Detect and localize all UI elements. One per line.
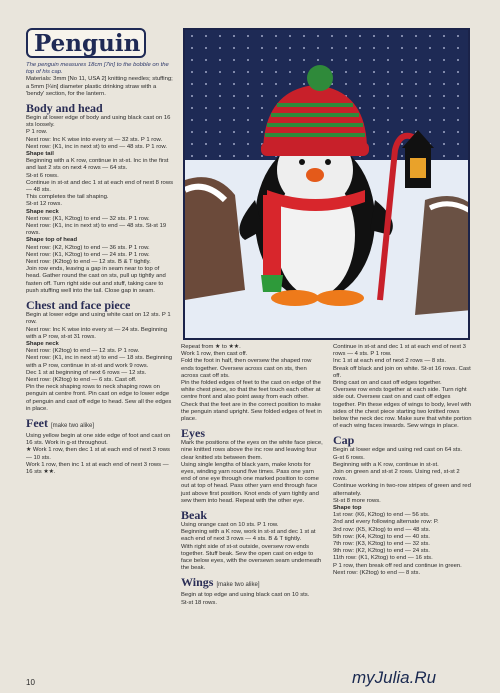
column-middle [181,344,323,607]
instruction-text: Next row: Inc K wise into every st — 32 sts. P 1 row. [26,136,163,143]
instruction-text: Next row: (K2tog) to end — 12 sts. B & T tightly. [26,259,151,266]
penguin-illustration [185,30,470,340]
instruction-text: St-st 6 rows. [26,172,59,179]
instruction-text: Oversew row ends together at each side. Turn right side out. Oversew cast on and cast off edges together. Pin these edges of wings to body, level with sides of the chest piece starting two knitted rows below the neck dec row. Make sure that white portion of each wing faces inwards. Sew wings in place. [333,387,472,430]
section-heading [181,426,323,440]
instruction-text: Using yellow begin at one side edge of foot and cast on 16 sts. Work in g-st throughout. [26,432,171,447]
instruction-text: Mark the positions of the eyes on the white face piece, nine knitted rows above the inc row and leaving four clear knitted sts between them. [181,440,323,461]
penguin-foot [316,290,364,306]
penguin-eye [299,159,305,165]
instruction-text: Work 1 row, then cast off. [181,351,248,358]
instruction-text: Pin the neck shaping rows to neck shaping rows on penguin at centre front. Pin cast on edge to lower edge of penguin and cast off edge to head. Sew all the edges in place. [26,384,172,412]
instruction-text: Continue in st-st and dec 1 st at each end of next 8 rows — 48 sts. [26,179,174,194]
instruction-text: 3rd row: (K5, K2tog) to end — 48 sts. [333,526,431,533]
instruction-text: Beginning with a K row, continue in st-st. Inc in the first and last 2 sts on next 4 rows — 64 sts. [26,158,169,172]
instruction-text: 5th row: (K4, K2tog) to end — 40 sts. [333,533,430,540]
section-heading [181,575,323,592]
heading-text: Body and head [26,101,103,116]
instruction-text: Work 1 row, then inc 1 st at each end of next 3 rows — 16 sts ★★. [26,461,169,475]
section-heading [26,101,174,115]
instruction-text: Next row: (K2tog) to end — 6 sts. Cast off. [26,376,137,383]
heading-text: Eyes [181,426,205,441]
heading-note: [make two alike] [216,582,260,589]
instruction-text: With right side of st-st outside, oversew row ends together. Stuff beak. Sew the open cast on edge to face below eyes, with the oversewn seam underneath the beak. [181,543,322,572]
instruction-text: Next row: (K1, inc in next st) to end — 48 sts. St-st 19 rows. [26,223,167,237]
instruction-text: 1st row: (K6, K2tog) to end — 56 sts. [333,512,430,519]
instruction-text: Dec 1 st at beginning of next 6 rows — 12 sts. [26,369,147,376]
instruction-text: Inc 1 st at each end of next 2 rows — 8 sts. [333,358,446,365]
subheading: Shape top of head [26,237,78,244]
instruction-text: Using orange cast on 10 sts. P 1 row. [181,522,279,529]
penguin-foot [271,290,319,306]
instruction-text: Next row: (K1, inc in next st) to end — 18 sts. Beginning with a P row, continue in st-st and work 9 rows. [26,355,173,369]
instruction-text: Pin the folded edges of feet to the cast on edge of the white chest piece, so that the feet touch each other at centre front and also point away from each other. Check that the feet are in the correct position to make the penguin stand upright. Sew folded edges of feet in place. [181,380,322,423]
instruction-text: G-st 6 rows. [333,454,365,461]
instructions-col1 [26,101,174,476]
instruction-text: Next row: (K2tog) to end — 8 sts. [333,569,421,576]
heading-text: Chest and face piece [26,298,131,313]
instruction-text: Continue in st-st and dec 1 st at each end of next 3 rows — 4 sts. P 1 row. [333,344,466,358]
instruction-text: Continue working in two-row stripes of green and red alternately. [333,483,471,497]
instruction-text: Join row ends, leaving a gap in seam near to top of head. Gather round the cast on sts, pull up tightly and fasten off. Turn right side out and stuff, taking care to push stuffing well into the tail. Close gap in seam. [26,266,166,294]
instruction-text: P 1 row. [26,129,48,136]
instruction-text: This completes the tail shaping. [26,194,109,201]
heading-text: Cap [333,433,355,448]
instruction-text: St-st 18 rows. [181,599,218,606]
section-heading [26,298,174,312]
cap-bobble [307,65,333,91]
instruction-text: St-st 12 rows. [26,201,63,208]
instruction-text: Next row: (K2, K2tog) to end — 36 sts. P 1 row. [26,244,150,251]
instruction-text: Begin at lower edge of body and using black cast on 16 sts loosely. [26,115,171,129]
instruction-text: Join on green and st-st 2 rows. Using red, st-st 2 rows. [333,469,460,483]
instruction-text: Next row: (K1, inc in next st) to end — 48 sts. P 1 row. [26,143,167,150]
heading-text: Feet [26,415,48,430]
instruction-text: St-st 8 more rows. [333,497,381,504]
instruction-text: Repeat from ★ to ★★. [181,344,241,350]
instruction-text: Fold the foot in half, then oversew the shaped row ends together. Oversew across cast on sts, then across cast off sts. [181,358,312,379]
heading-text: Wings [181,575,214,590]
intro-text: The penguin measures 18cm [7in] to the bobble on the top of his cap. [26,62,169,76]
section-heading [333,433,473,447]
section-heading [26,416,174,433]
rock-left [185,177,245,300]
column-left [26,62,174,476]
subheading: Shape neck [26,208,59,215]
instruction-text: Beginning with a K row, work in st-st and dec 1 st at each end of next 3 rows — 4 sts. B & T tightly. [181,529,316,543]
instruction-text: Begin at lower edge and using white cast on 12 sts. P 1 row. [26,312,171,326]
instruction-text: Begin at lower edge and using red cast on 64 sts. [333,447,463,454]
page-number: 10 [26,678,35,687]
penguin-beak [306,168,324,182]
heading-note: [make two alike] [50,422,95,429]
subheading: Shape tail [26,151,54,158]
penguin-eye [325,159,331,165]
instruction-text: Break off black and join on white. St-st 16 rows. Cast off. [333,365,471,379]
section-heading [181,508,323,522]
instruction-text: Bring cast on and cast off edges together. [333,380,442,387]
instruction-text: 7th row: (K3, K2tog) to end — 32 sts. [333,541,430,548]
page-title: Penguin [26,28,146,58]
watermark: myJulia.Ru [352,668,437,687]
instruction-text: Begin at top edge and using black cast on 10 sts. [181,592,310,599]
instruction-text: Beginning with a K row, continue in st-st. [333,461,439,468]
penguin-cap [263,85,367,150]
heading-text: Beak [181,508,208,523]
instruction-text: Using single lengths of black yarn, make knots for eyes, winding yarn round five times. Pass one yarn end of one eye through one marked position to come out at top of head. Pass other yarn end through face just above first position. Knot ends of yarn tightly and sew them into head. Repeat with the other eye. [181,461,319,504]
instruction-text: 9th row: (K2, K2tog) to end — 24 sts. [333,548,430,555]
instruction-text: 11th row: (K1, K2tog) to end — 16 sts. [333,555,433,562]
instruction-text: Next row: (K2tog) to end — 12 sts. P 1 row. [26,348,140,355]
instruction-text: Next row: (K1, K2tog) to end — 32 sts. P 1 row. [26,215,150,222]
instruction-text: Next row: Inc K wise into every st — 24 sts. Beginning with a P row, st-st 31 rows. [26,326,168,340]
materials-text: Materials: 3mm [No 11, USA 2] knitting needles; stuffing; a 5mm [¼in] diameter plastic drinking straw with a 'bendy' section, for the lantern. [26,76,173,97]
instruction-text: ★ Work 1 row, then dec 1 st at each end of next 3 rows — 10 sts. [26,447,171,461]
subheading: Shape neck [26,340,59,347]
instruction-text: P 1 row, then break off red and continue in green. [333,562,462,569]
penguin-photo [183,28,470,340]
rock-right [415,196,470,315]
instruction-text: 2nd and every following alternate row: P. [333,519,439,526]
instruction-text: Next row: (K1, K2tog) to end — 24 sts. P 1 row. [26,251,150,258]
column-right [333,344,473,577]
subheading: Shape top [333,505,362,512]
